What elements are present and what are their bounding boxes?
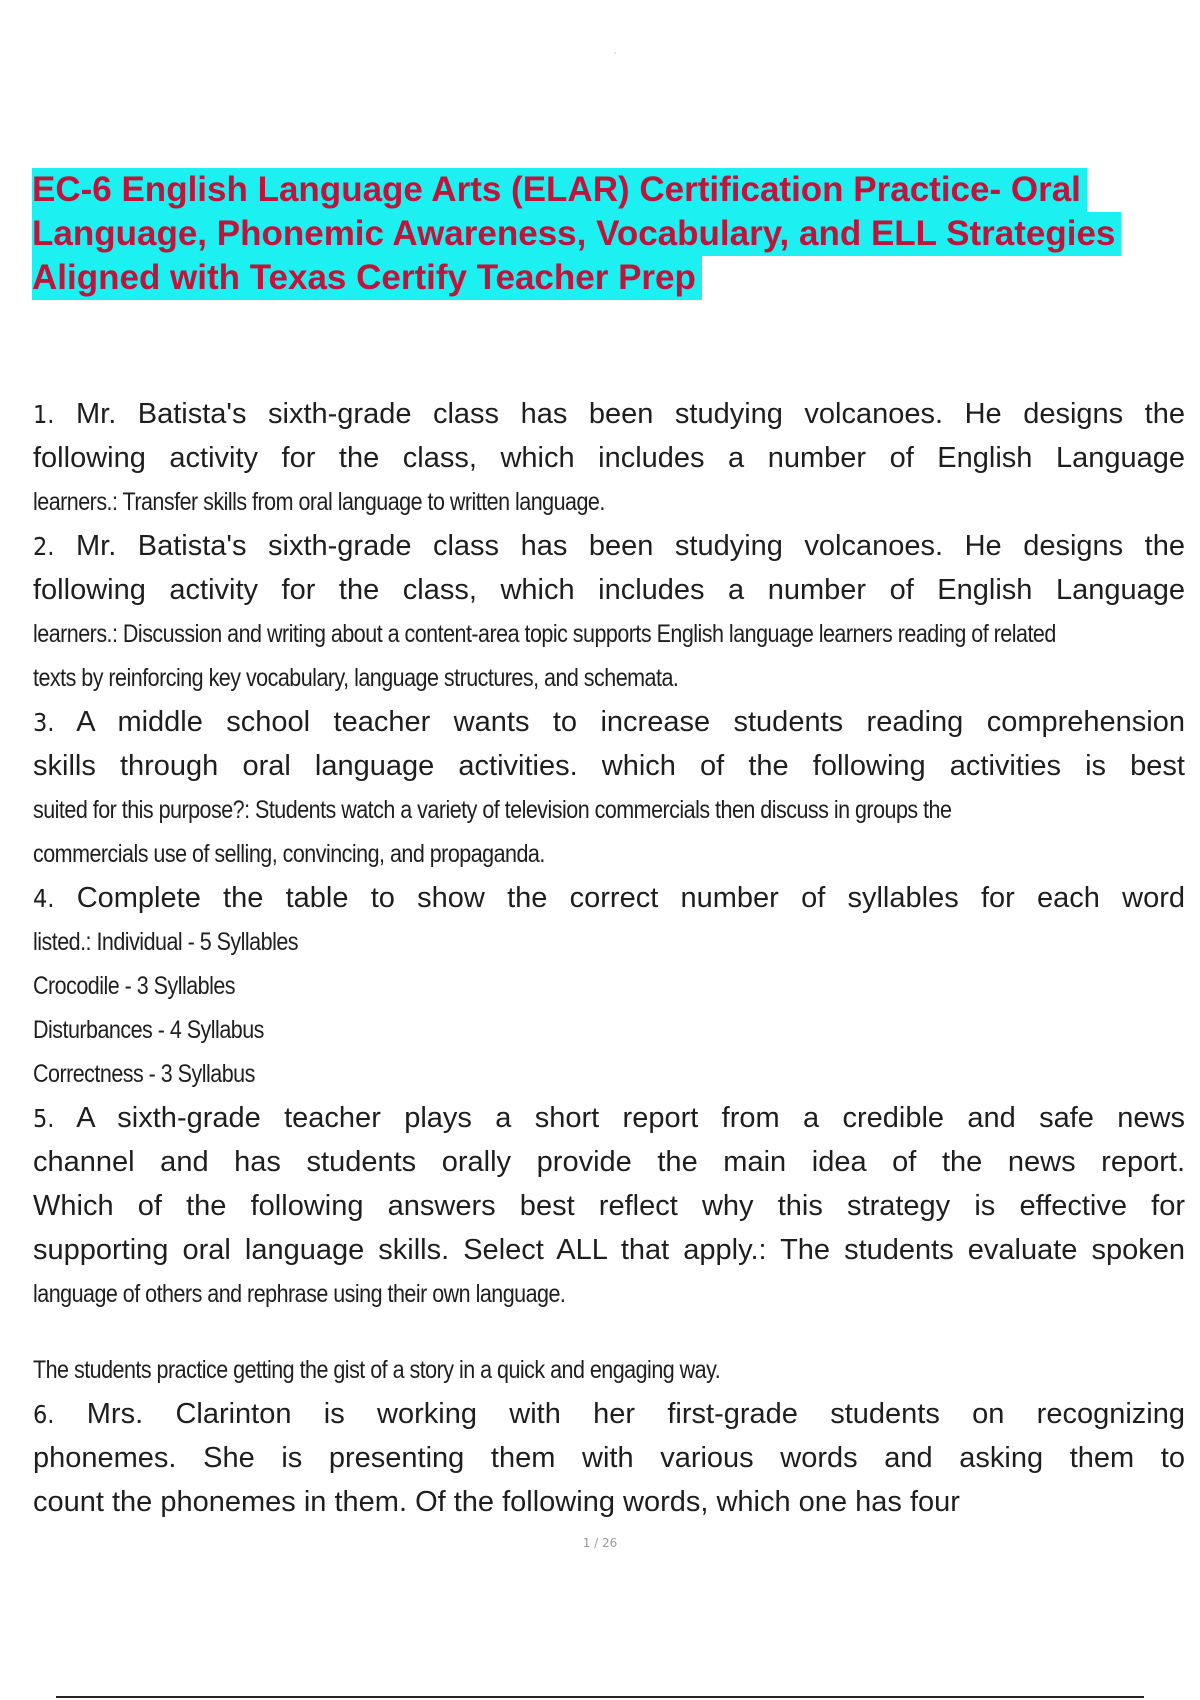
answer-5-extra: The students practice getting the gist of a story in a quick and engaging way. [33, 1356, 721, 1384]
question-3-line-2: skills through oral language activities. which of the following activities is best [33, 750, 1185, 782]
question-2-line-2: following activity for the class, which includes a number of English Language [33, 574, 1185, 606]
question-5-line-4: supporting oral language skills. Select ALL that apply.: The students evaluate spoken [33, 1234, 1185, 1266]
page-number: 1 / 26 [582, 1536, 618, 1550]
question-5-number: 5. [33, 1104, 55, 1133]
question-6-line-3: count the phonemes in them. Of the following words, which one has four [33, 1486, 960, 1518]
answer-2-line-1: learners.: Discussion and writing about a content-area topic supports English language learners reading of related [33, 620, 1056, 648]
answer-1-line-1: learners.: Transfer skills from oral language to written language. [33, 488, 605, 516]
question-1-line-2: following activity for the class, which includes a number of English Language [33, 442, 1185, 474]
question-6-line-1: 6. Mrs. Clarinton is working with her first-grade students on recognizing [33, 1398, 1185, 1430]
answer-3-line-1: suited for this purpose?: Students watch a variety of television commercials then discuss in groups the [33, 796, 952, 824]
answer-gap [33, 1316, 1185, 1348]
answer-4-line-3: Disturbances - 4 Syllabus [33, 1016, 264, 1044]
answer-3-line-2: commercials use of selling, convincing, and propaganda. [33, 840, 545, 868]
question-1-line-1: 1. Mr. Batista's sixth-grade class has been studying volcanoes. He designs the [33, 398, 1185, 430]
question-5-line-1: 5. A sixth-grade teacher plays a short report from a credible and safe news [33, 1102, 1185, 1134]
document-title [32, 168, 1200, 300]
question-3-number: 3. [33, 708, 55, 737]
answer-5-line-1: language of others and rephrase using their own language. [33, 1280, 566, 1308]
answer-4-line-1: listed.: Individual - 5 Syllables [33, 928, 299, 956]
question-2-line-1: 2. Mr. Batista's sixth-grade class has been studying volcanoes. He designs the [33, 530, 1185, 562]
title-line-2: Language, Phonemic Awareness, Vocabulary, and ELL Strategies [32, 212, 1121, 256]
title-line-1: EC-6 English Language Arts (ELAR) Certification Practice- Oral [32, 168, 1087, 212]
question-6-number: 6. [33, 1400, 55, 1429]
answer-4-line-2: Crocodile - 3 Syllables [33, 972, 236, 1000]
question-6-line-2: phonemes. She is presenting them with various words and asking them to [33, 1442, 1185, 1474]
question-2-number: 2. [33, 532, 55, 561]
top-dot [614, 52, 616, 54]
footer-rule [56, 1696, 1144, 1698]
question-4-number: 4. [33, 884, 55, 913]
question-1-number: 1. [33, 400, 55, 429]
answer-2-line-2: texts by reinforcing key vocabulary, language structures, and schemata. [33, 664, 679, 692]
question-3-line-1: 3. A middle school teacher wants to increase students reading comprehension [33, 706, 1185, 738]
question-5-line-3: Which of the following answers best reflect why this strategy is effective for [33, 1190, 1185, 1222]
question-4-line-1: 4. Complete the table to show the correct number of syllables for each word [33, 882, 1185, 914]
title-line-3: Aligned with Texas Certify Teacher Prep [32, 256, 702, 300]
answer-4-line-4: Correctness - 3 Syllabus [33, 1060, 255, 1088]
question-list [33, 392, 1185, 1524]
question-5-line-2: channel and has students orally provide the main idea of the news report. [33, 1146, 1185, 1178]
